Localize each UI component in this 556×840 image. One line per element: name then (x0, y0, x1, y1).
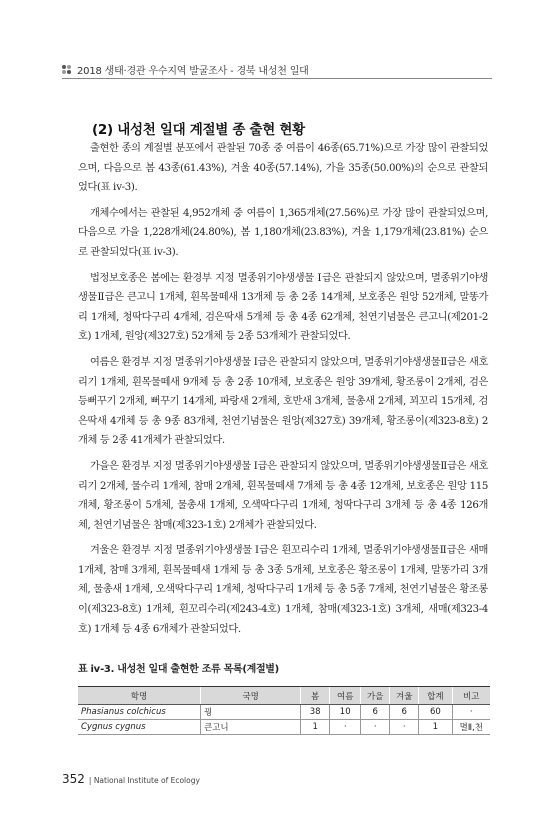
cell-korean-name: 꿩 (200, 705, 300, 720)
cell-autumn: · (361, 720, 390, 735)
cell-spring: 38 (301, 705, 330, 720)
cell-scientific-name: Phasianus colchicus (78, 705, 200, 720)
header-dots-icon (62, 65, 71, 74)
table-row (78, 720, 490, 735)
paragraph-species-by-season: 출현한 종의 계절별 분포에서 관찰된 70종 중 여름이 46종(65.71%)으로 가장 많이 관찰되었으며, 다음으로 봄 43종(61.43%), 겨울 40종(57.14%), 가을 35종(50.00%)의 순으로 관찰되었다(표 ⅳ-3). (78, 143, 488, 194)
cell-remarks: · (452, 705, 490, 720)
header-korean-name: 국명 (200, 687, 300, 705)
running-header (62, 62, 309, 77)
header-spring: 봄 (301, 687, 330, 705)
cell-total: 1 (419, 720, 452, 735)
header-autumn: 가을 (361, 687, 390, 705)
cell-remarks: 멸Ⅱ,천 (452, 720, 490, 735)
cell-summer: 10 (330, 705, 361, 720)
running-title: 2018 생태·경관 우수지역 발굴조사 - 경북 내성천 일대 (77, 66, 309, 77)
cell-scientific-name: Cygnus cygnus (78, 720, 200, 735)
cell-korean-name: 큰고니 (200, 720, 300, 735)
body-text (78, 139, 488, 645)
paragraph-spring-protected: 법정보호종은 봄에는 환경부 지정 멸종위기야생생물 Ⅰ급은 관찰되지 않았으며, 멸종위기야생생물Ⅱ급은 큰고니 1개체, 흰목물떼새 13개체 등 총 2종 14개체, 보호종은 원앙 52개체, 말똥가리 1개체, 청딱다구리 4개체, 검은딱새 5개체 등 총 4종 62개체, 천연기념물은 큰고니(제201-2호) 1개체, 원앙(제327호) 52개체 등 2종 53개체가 관찰되었다. (78, 272, 488, 343)
header-total: 합계 (419, 687, 452, 705)
paragraph-summer-protected: 여름은 환경부 지정 멸종위기야생생물 Ⅰ급은 관찰되지 않았으며, 멸종위기야생생물Ⅱ급은 새호리기 1개체, 흰목물떼새 9개체 등 총 2종 10개체, 보호종은 원앙 39개체, 황조롱이 2개체, 검은등뻐꾸기 2개체, 뻐꾸기 14개체, 파랑새 2개체, 호반새 3개체, 물총새 2개체, 꾀꼬리 15개체, 검은딱새 4개체 등 총 9종 83개체, 천연기념물은 원앙(제327호) 39개체, 황조롱이(제323-8호) 2개체 등 2종 41개체가 관찰되었다. (78, 356, 488, 447)
header-winter: 겨울 (390, 687, 419, 705)
cell-total: 60 (419, 705, 452, 720)
table-caption: 표 ⅳ-3. 내성천 일대 출현한 조류 목록(계절별) (78, 664, 279, 675)
cell-spring: 1 (301, 720, 330, 735)
cell-winter: 6 (390, 705, 419, 720)
section-title: (2) 내성천 일대 계절별 종 출현 현황 (92, 122, 305, 138)
paragraph-winter-protected: 겨울은 환경부 지정 멸종위기야생생물 Ⅰ급은 흰꼬리수리 1개체, 멸종위기야생생물Ⅱ급은 새매 1개체, 참매 3개체, 흰목물떼새 1개체 등 총 3종 5개체, 보호종은 황조롱이 1개체, 말똥가리 3개체, 물총새 1개체, 오색딱다구리 1개체, 청딱다구리 1개체 등 총 5종 7개체, 천연기념물은 황조롱이(제323-8호) 1개체, 흰꼬리수리(제243-4호) 1개체, 참매(제323-1호) 3개체, 새매(제323-4호) 1개체 등 4종 6개체가 관찰되었다. (78, 545, 488, 635)
page-number: 352 (62, 772, 85, 786)
cell-summer: · (330, 720, 361, 735)
bird-list-table (78, 686, 490, 735)
header-summer: 여름 (330, 687, 361, 705)
cell-winter: · (390, 720, 419, 735)
header-scientific-name: 학명 (78, 687, 200, 705)
header-divider (62, 78, 492, 79)
cell-autumn: 6 (361, 705, 390, 720)
footer-institute: | National Institute of Ecology (88, 776, 200, 785)
paragraph-individuals-by-season: 개체수에서는 관찰된 4,952개체 중 여름이 1,365개체(27.56%)로 가장 많이 관찰되었으며, 다음으로 가을 1,228개체(24.80%), 봄 1,180개체(23.83%), 겨울 1,179개체(23.81%) 순으로 관찰되었다(표 ⅳ-3). (78, 207, 488, 258)
table-header-row (78, 687, 490, 705)
page-footer (62, 772, 200, 786)
paragraph-autumn-protected: 가을은 환경부 지정 멸종위기야생생물 Ⅰ급은 관찰되지 않았으며, 멸종위기야생생물Ⅱ급은 새호리기 2개체, 물수리 1개체, 참매 2개체, 흰목물떼새 7개체 등 총 4종 12개체, 보호종은 원앙 115개체, 황조롱이 5개체, 물총새 1개체, 오색딱다구리 1개체, 청딱다구리 3개체 등 총 4종 126개체, 천연기념물은 참매(제323-1호) 2개체가 관찰되었다. (78, 460, 488, 531)
header-remarks: 비고 (452, 687, 490, 705)
table-row (78, 705, 490, 720)
